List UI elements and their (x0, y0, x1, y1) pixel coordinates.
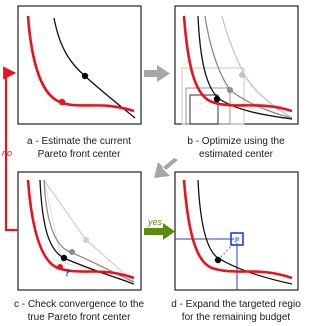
panel-b-mid-point (227, 87, 233, 93)
panel-a (18, 6, 141, 124)
panel-b-light-point (239, 72, 245, 78)
panel-a-caption-1: a - Estimate the current (27, 136, 131, 147)
panel-c-question-mark: ? (64, 268, 71, 279)
no-label: no (2, 148, 13, 158)
panel-b-caption-2: estimated center (199, 149, 273, 160)
yes-label: yes (148, 217, 163, 227)
panel-a-center-point (82, 73, 88, 79)
panel-b-dark-point (214, 96, 220, 102)
panel-c-caption-1: c - Check convergence to the (13, 299, 145, 310)
arrow-a-to-b (144, 65, 170, 82)
panel-a-red-point (59, 99, 65, 105)
panel-d (175, 172, 298, 290)
panel-d-target-point (235, 237, 240, 242)
panel-d-caption-2: for the remaining budget (181, 312, 291, 323)
arrow-b-to-c (154, 158, 178, 178)
panel-c-mid-point (69, 249, 75, 255)
panel-c-light-point (83, 237, 89, 243)
panel-c-caption-2: true Pareto front center (27, 312, 131, 323)
panel-d-dark-point (215, 257, 221, 263)
panel-b (175, 6, 298, 124)
panel-c-red-point (57, 264, 63, 270)
panel-c-dark-point (61, 255, 67, 261)
panel-a-caption-2: Pareto front center (37, 149, 121, 160)
panel-b-caption-1: b - Optimize using the (187, 136, 285, 147)
panel-c (18, 172, 141, 290)
panel-d-caption-1: d - Expand the targeted regio (171, 299, 301, 310)
